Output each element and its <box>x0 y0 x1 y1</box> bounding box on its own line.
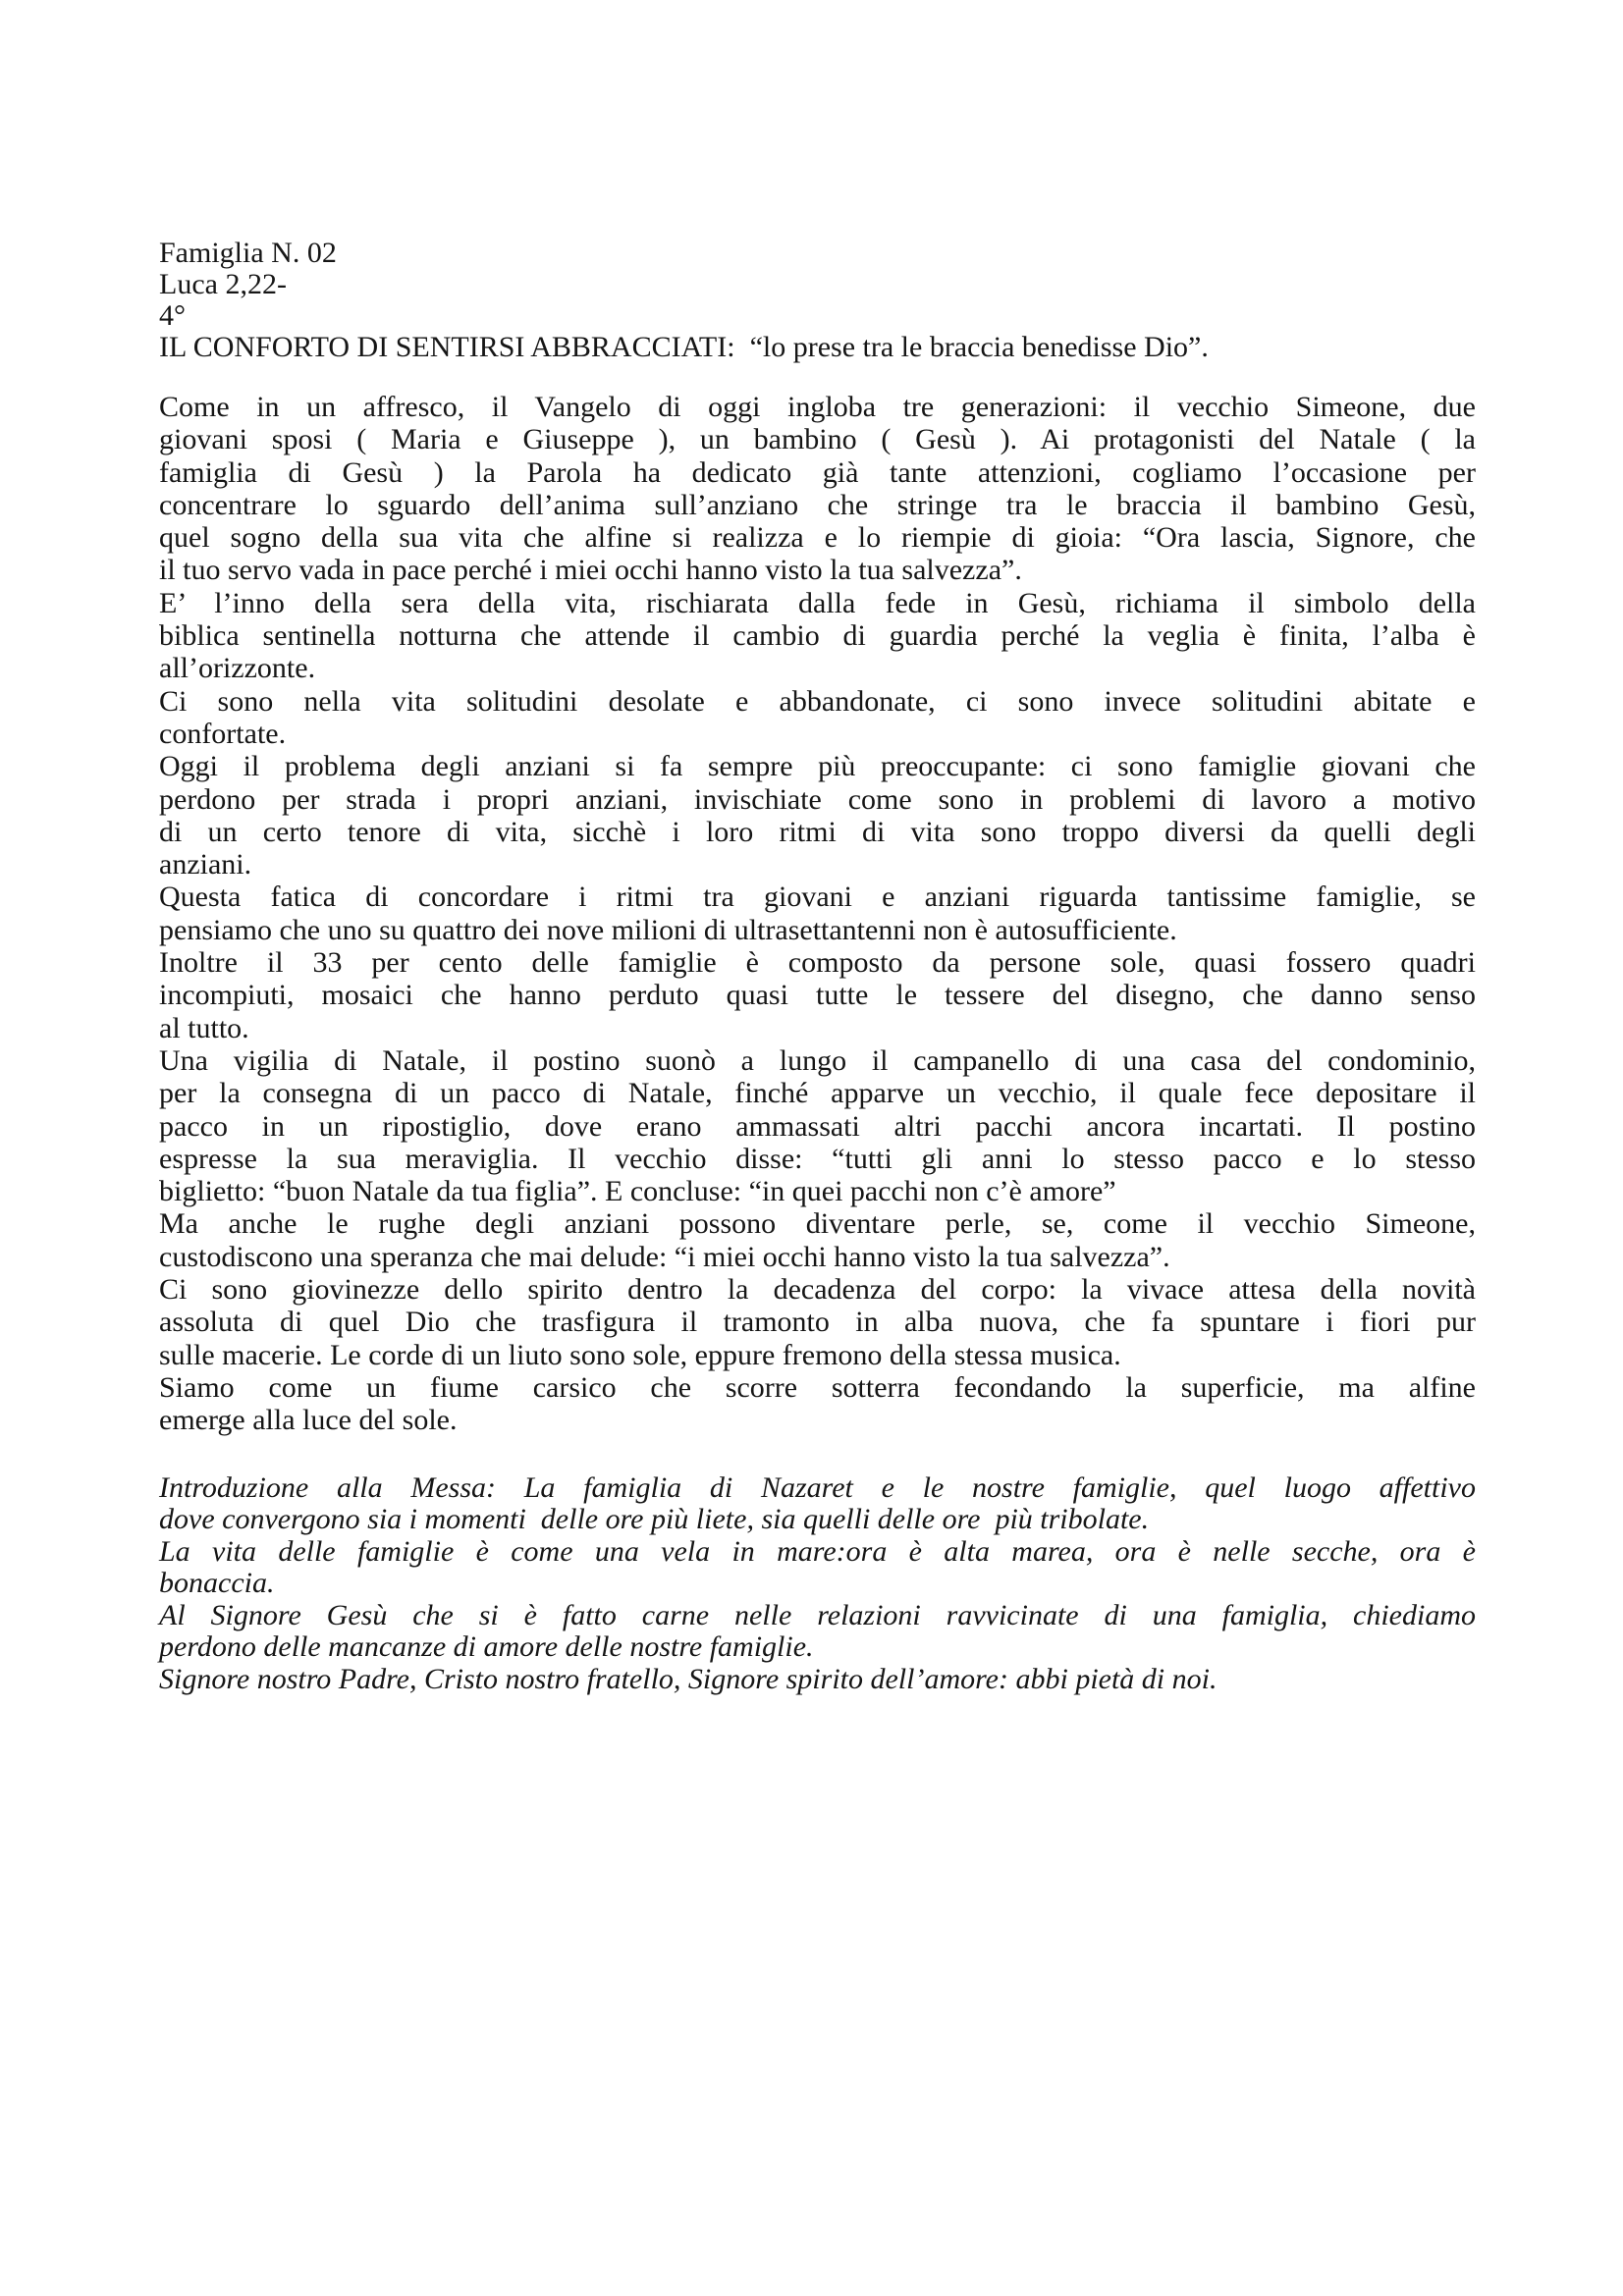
text-line: Ci sono giovinezze dello spirito dentro la decadenza del corpo: la vivace attesa della novità <box>159 1273 1476 1307</box>
text-line: concentrare lo sguardo dell’anima sull’anziano che stringe tra le braccia il bambino Gesù, <box>159 488 1476 521</box>
text-line: pensiamo che uno su quattro dei nove milioni di ultrasettantenni non è autosufficiente. <box>159 913 1177 946</box>
gospel-reference: Luca 2,22- <box>159 268 287 300</box>
text-line: Una vigilia di Natale, il postino suonò a lungo il campanello di una casa del condominio, <box>159 1043 1476 1077</box>
paragraph <box>159 1273 1476 1371</box>
paragraph <box>159 685 1476 751</box>
text-line: il tuo servo vada in pace perché i miei occhi hanno visto la tua salvezza”. <box>159 554 1022 587</box>
text-line: di un certo tenore di vita, sicchè i loro ritmi di vita sono troppo diversi da quelli degli <box>159 815 1476 848</box>
text-line: Come in un affresco, il Vangelo di oggi ingloba tre generazioni: il vecchio Simeone, due <box>159 391 1476 423</box>
text-line: bonaccia. <box>159 1567 275 1599</box>
text-line: quel sogno della sua vita che alfine si realizza e lo riempie di gioia: “Ora lascia, Signore, che <box>159 521 1476 555</box>
text-line: giovani sposi ( Maria e Giuseppe ), un bambino ( Gesù ). Ai protagonisti del Natale ( la <box>159 423 1476 456</box>
text-line: Inoltre il 33 per cento delle famiglie è composto da persone sole, quasi fossero quadri <box>159 946 1476 980</box>
paragraph <box>159 1044 1476 1207</box>
text-line: confortate. <box>159 717 287 750</box>
paragraph <box>159 587 1476 685</box>
text-line: assoluta di quel Dio che trasfigura il tramonto in alba nuova, che fa spuntare i fiori pur <box>159 1306 1476 1339</box>
mass-introduction <box>159 1472 1476 1696</box>
family-number: Famiglia N. 02 <box>159 237 337 269</box>
text-line: Signore nostro Padre, Cristo nostro fratello, Signore spirito dell’amore: abbi pietà di noi. <box>159 1662 1217 1695</box>
text-line: biblica sentinella notturna che attende il cambio di guardia perché la veglia è finita, l’alba è <box>159 619 1476 653</box>
document-header <box>159 238 1476 363</box>
text-line: La vita delle famiglie è come una vela in mare:ora è alta marea, ora è nelle secche, ora è <box>159 1534 1476 1568</box>
text-line: per la consegna di un pacco di Natale, finché apparve un vecchio, il quale fece depositare il <box>159 1077 1476 1110</box>
paragraph <box>159 1472 1476 1536</box>
text-line: sulle macerie. Le corde di un liuto sono sole, eppure fremono della stessa musica. <box>159 1338 1121 1371</box>
text-line: dove convergono sia i momenti delle ore più liete, sia quelli delle ore più tribolate. <box>159 1503 1150 1535</box>
text-line: emerge alla luce del sole. <box>159 1404 458 1437</box>
document-content <box>159 238 1476 1695</box>
text-line: incompiuti, mosaici che hanno perduto quasi tutte le tessere del disegno, che danno senso <box>159 979 1476 1012</box>
paragraph <box>159 946 1476 1044</box>
sunday-number: 4° <box>159 299 186 332</box>
paragraph <box>159 750 1476 881</box>
text-line: Ma anche le rughe degli anziani possono diventare perle, se, come il vecchio Simeone, <box>159 1207 1476 1241</box>
text-line: E’ l’inno della sera della vita, rischiarata dalla fede in Gesù, richiama il simbolo della <box>159 586 1476 619</box>
text-line: anziani. <box>159 848 252 881</box>
text-line: custodiscono una speranza che mai delude: “i miei occhi hanno visto la tua salvezza”. <box>159 1240 1170 1273</box>
paragraph <box>159 391 1476 587</box>
text-line: Al Signore Gesù che si è fatto carne nelle relazioni ravvicinate di una famiglia, chiediamo <box>159 1598 1476 1631</box>
text-line: Questa fatica di concordare i ritmi tra giovani e anziani riguarda tantissime famiglie, se <box>159 881 1476 914</box>
text-line: perdono delle mancanze di amore delle nostre famiglie. <box>159 1630 814 1663</box>
paragraph <box>159 1371 1476 1437</box>
paragraph <box>159 1207 1476 1273</box>
text-line: Oggi il problema degli anziani si fa sempre più preoccupante: ci sono famiglie giovani che <box>159 750 1476 783</box>
text-line: all’orizzonte. <box>159 652 316 685</box>
text-line: famiglia di Gesù ) la Parola ha dedicato già tante attenzioni, cogliamo l’occasione per <box>159 455 1476 489</box>
paragraph <box>159 1536 1476 1600</box>
paragraph <box>159 881 1476 946</box>
homily-text <box>159 391 1476 1437</box>
text-line: Siamo come un fiume carsico che scorre sotterra fecondando la superficie, ma alfine <box>159 1370 1476 1404</box>
text-line: al tutto. <box>159 1011 249 1044</box>
text-line: biglietto: “buon Natale da tua figlia”. E concluse: “in quei pacchi non c’è amore” <box>159 1175 1116 1208</box>
text-line: Ci sono nella vita solitudini desolate e abbandonate, ci sono invece solitudini abitate e <box>159 684 1476 718</box>
text-line: pacco in un ripostiglio, dove erano ammassati altri pacchi ancora incartati. Il postino <box>159 1109 1476 1143</box>
text-line: perdono per strada i propri anziani, invischiate come sono in problemi di lavoro a motivo <box>159 782 1476 816</box>
text-line: espresse la sua meraviglia. Il vecchio disse: “tutti gli anni lo stesso pacco e lo stesso <box>159 1142 1476 1175</box>
text-line: Introduzione alla Messa: La famiglia di Nazaret e le nostre famiglie, quel luogo affettivo <box>159 1470 1476 1504</box>
paragraph <box>159 1664 1476 1696</box>
paragraph <box>159 1600 1476 1664</box>
document-title: IL CONFORTO DI SENTIRSI ABBRACCIATI: “lo prese tra le braccia benedisse Dio”. <box>159 331 1209 363</box>
